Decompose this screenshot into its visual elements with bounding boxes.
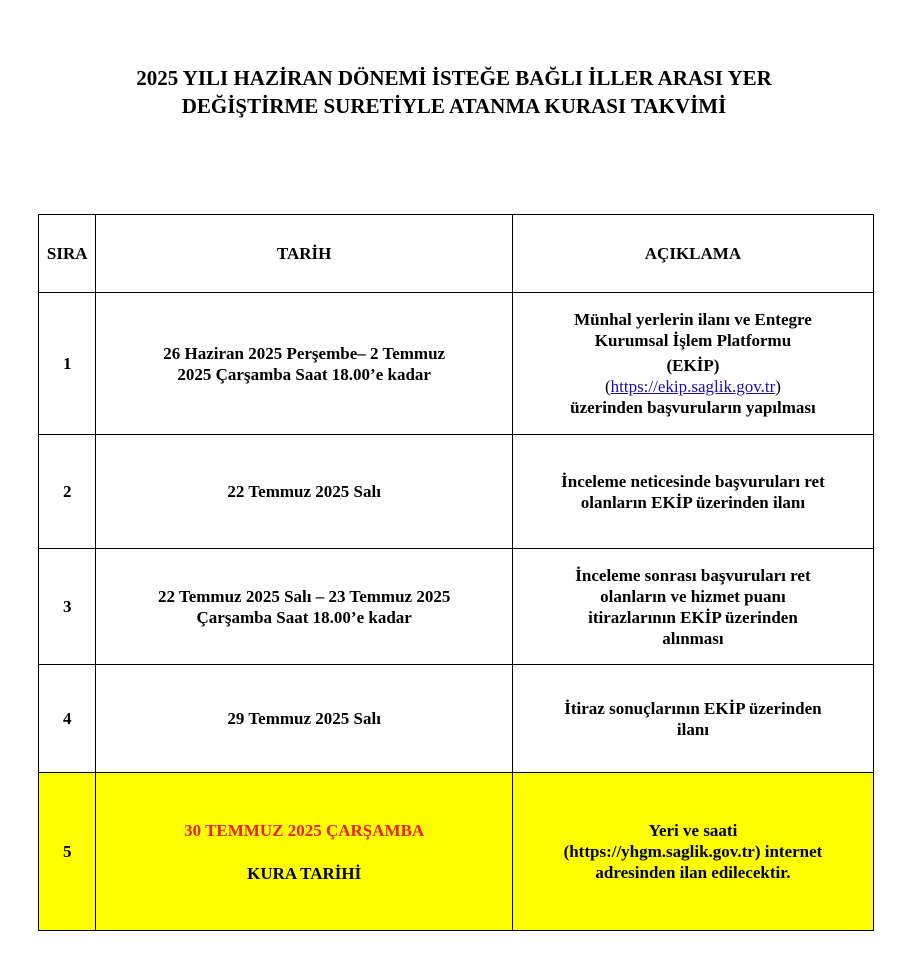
table-row-highlighted bbox=[39, 773, 874, 931]
description-line: İtiraz sonuçlarının EKİP üzerinden bbox=[564, 698, 822, 718]
description-line: itirazlarının EKİP üzerinden bbox=[588, 607, 798, 627]
row-description bbox=[512, 773, 873, 931]
description-line: alınması bbox=[662, 628, 724, 648]
link-open-paren: ( bbox=[604, 377, 611, 396]
page-title bbox=[0, 64, 908, 120]
header-aciklama: AÇIKLAMA bbox=[512, 215, 873, 293]
row-date: 29 Temmuz 2025 Salı bbox=[96, 665, 512, 773]
row-number: 1 bbox=[39, 293, 96, 435]
date-line: 26 Haziran 2025 Perşembe– 2 Temmuz bbox=[163, 343, 446, 363]
title-line-1: 2025 YILI HAZİRAN DÖNEMİ İSTEĞE BAĞLI İLLER ARASI YER bbox=[136, 66, 772, 90]
row-number: 2 bbox=[39, 435, 96, 549]
description-link-line bbox=[517, 376, 869, 397]
description-line: Münhal yerlerin ilanı ve Entegre bbox=[574, 310, 812, 329]
row-date: 22 Temmuz 2025 Salı bbox=[96, 435, 512, 549]
description-line: üzerinden başvuruların yapılması bbox=[570, 398, 816, 417]
date-line: Çarşamba Saat 18.00’e kadar bbox=[196, 607, 412, 627]
kura-label: KURA TARİHİ bbox=[247, 863, 362, 883]
description-line: (https://yhgm.saglik.gov.tr) internet bbox=[563, 842, 823, 861]
description-line: Kurumsal İşlem Platformu bbox=[594, 331, 792, 350]
row-description bbox=[512, 293, 873, 435]
ekip-link[interactable]: https://ekip.saglik.gov.tr bbox=[610, 377, 776, 396]
table-header-row bbox=[39, 215, 874, 293]
description-line: adresinden ilan edilecektir. bbox=[595, 863, 791, 882]
row-number: 5 bbox=[39, 773, 96, 931]
table-row bbox=[39, 293, 874, 435]
header-tarih: TARİH bbox=[96, 215, 512, 293]
row-number: 3 bbox=[39, 549, 96, 665]
row-number: 4 bbox=[39, 665, 96, 773]
description-line: olanların EKİP üzerinden ilanı bbox=[580, 492, 806, 512]
table-row bbox=[39, 435, 874, 549]
row-date bbox=[96, 549, 512, 665]
date-line: 22 Temmuz 2025 Salı – 23 Temmuz 2025 bbox=[158, 586, 451, 606]
table-row bbox=[39, 665, 874, 773]
row-description bbox=[512, 665, 873, 773]
row-date bbox=[96, 293, 512, 435]
description-line: (EKİP) bbox=[666, 356, 720, 375]
row-date bbox=[96, 773, 512, 931]
row-description bbox=[512, 435, 873, 549]
description-line: ilanı bbox=[676, 719, 710, 739]
link-close-paren: ) bbox=[775, 377, 781, 396]
table-row bbox=[39, 549, 874, 665]
description-line: olanların ve hizmet puanı bbox=[600, 586, 786, 606]
row-description bbox=[512, 549, 873, 665]
description-line: İnceleme neticesinde başvuruları ret bbox=[561, 471, 825, 491]
description-line: Yeri ve saati bbox=[648, 821, 738, 840]
header-sira: SIRA bbox=[39, 215, 96, 293]
schedule-table bbox=[38, 214, 874, 931]
kura-date: 30 TEMMUZ 2025 ÇARŞAMBA bbox=[184, 820, 425, 840]
description-line: İnceleme sonrası başvuruları ret bbox=[575, 565, 811, 585]
date-line: 2025 Çarşamba Saat 18.00’e kadar bbox=[177, 364, 431, 384]
title-line-2: DEĞİŞTİRME SURETİYLE ATANMA KURASI TAKVİMİ bbox=[181, 94, 727, 118]
